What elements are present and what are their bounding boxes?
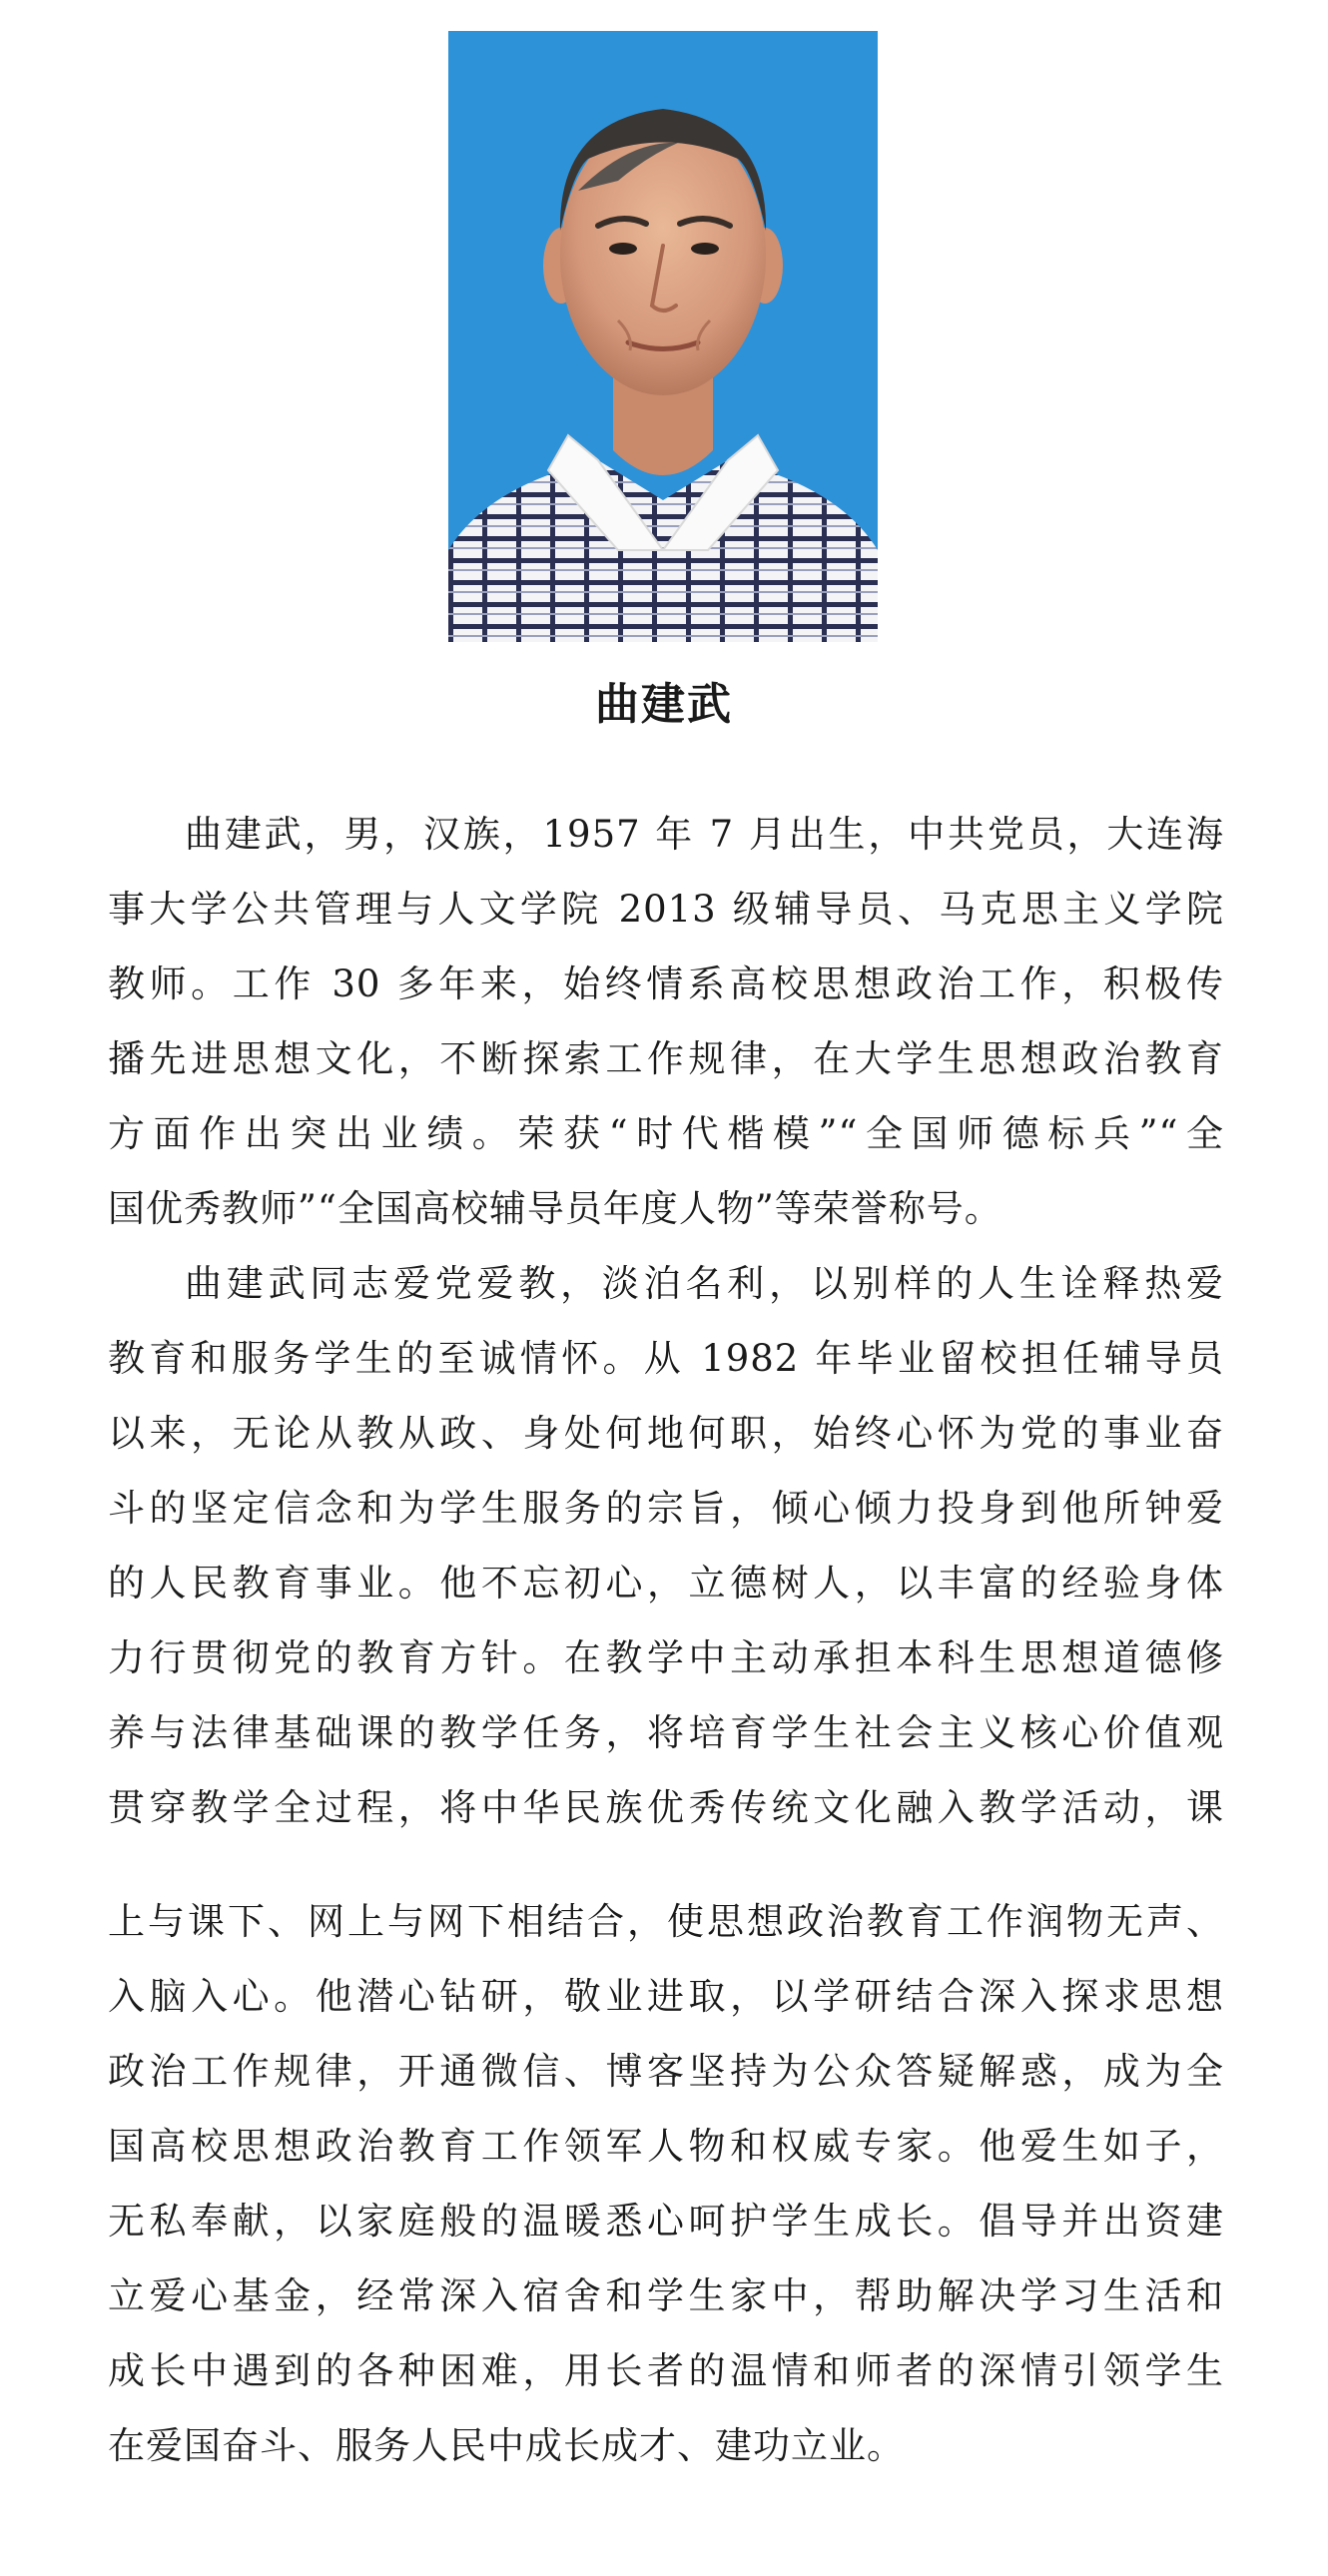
text-line: 方面作出突出业绩。荣获“时代楷模”“全国师德标兵”“全	[108, 1112, 1224, 1155]
text-line: 曲建武同志爱党爱教，淡泊名利，以别样的人生诠释热爱	[185, 1262, 1224, 1305]
biography-paragraphs-page-2	[108, 1884, 1224, 2483]
biography-paragraphs-page-1	[108, 797, 1224, 1845]
portrait-photo	[448, 31, 878, 642]
text-line: 立爱心基金，经常深入宿舍和学生家中，帮助解决学习生活和	[108, 2274, 1224, 2317]
text-line: 国优秀教师”“全国高校辅导员年度人物”等荣誉称号。	[108, 1187, 1002, 1230]
text-line: 力行贯彻党的教育方针。在教学中主动承担本科生思想道德修	[108, 1636, 1224, 1679]
text-line: 养与法律基础课的教学任务，将培育学生社会主义核心价值观	[108, 1711, 1224, 1754]
text-line: 政治工作规律，开通微信、博客坚持为公众答疑解惑，成为全	[108, 2050, 1224, 2093]
text-line: 曲建武，男，汉族，1957 年 7 月出生，中共党员，大连海	[185, 813, 1224, 856]
text-line: 教育和服务学生的至诚情怀。从 1982 年毕业留校担任辅导员	[108, 1337, 1224, 1380]
text-line: 上与课下、网上与网下相结合，使思想政治教育工作润物无声、	[108, 1900, 1224, 1943]
text-line: 入脑入心。他潜心钻研，敬业进取，以学研结合深入探求思想	[108, 1975, 1224, 2018]
text-line: 的人民教育事业。他不忘初心，立德树人，以丰富的经验身体	[108, 1562, 1224, 1605]
text-line: 以来，无论从教从政、身处何地何职，始终心怀为党的事业奋	[108, 1412, 1224, 1455]
text-line: 在爱国奋斗、服务人民中成长成才、建功立业。	[108, 2424, 905, 2467]
text-line: 贯穿教学全过程，将中华民族优秀传统文化融入教学活动，课	[108, 1786, 1224, 1829]
text-line: 事大学公共管理与人文学院 2013 级辅导员、马克思主义学院	[108, 888, 1224, 931]
text-line: 播先进思想文化，不断探索工作规律，在大学生思想政治教育	[108, 1037, 1224, 1080]
text-line: 教师。工作 30 多年来，始终情系高校思想政治工作，积极传	[108, 963, 1224, 1005]
text-line: 无私奉献，以家庭般的温暖悉心呵护学生成长。倡导并出资建	[108, 2200, 1224, 2243]
text-line: 国高校思想政治教育工作领军人物和权威专家。他爱生如子，	[108, 2125, 1224, 2168]
page-title: 曲建武	[595, 679, 733, 730]
portrait-illustration	[448, 31, 878, 642]
text-line: 斗的坚定信念和为学生服务的宗旨，倾心倾力投身到他所钟爱	[108, 1487, 1224, 1530]
text-line: 成长中遇到的各种困难，用长者的温情和师者的深情引领学生	[108, 2349, 1224, 2392]
